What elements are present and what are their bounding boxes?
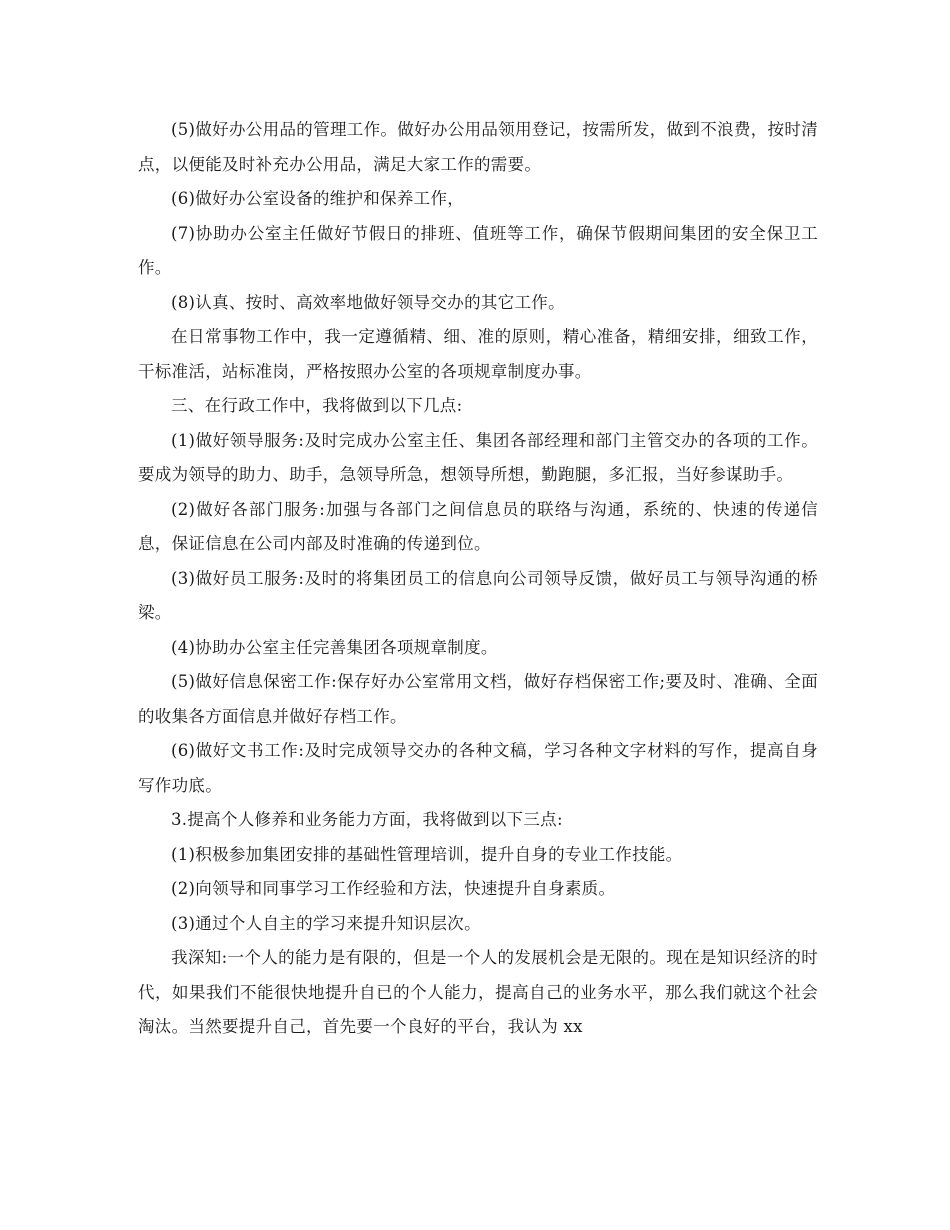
paragraph: (2)做好各部门服务:加强与各部门之间信息员的联络与沟通，系统的、快速的传递信息，保证信息在公司内部及时准确的传递到位。 — [138, 499, 818, 553]
section-heading: 三、在行政工作中，我将做到以下几点: — [171, 396, 463, 415]
paragraph: (8)认真、按时、高效率地做好领导交办的其它工作。 — [171, 292, 565, 312]
section-heading: 3.提高个人修养和业务能力方面，我将做到以下三点: — [171, 810, 563, 829]
paragraph: (6)做好办公室设备的维护和保养工作， — [171, 189, 465, 208]
paragraph: (2)向领导和同事学习工作经验和方法，快速提升自身素质。 — [171, 879, 616, 898]
paragraph: 我深知:一个人的能力是有限的，但是一个人的发展机会是无限的。现在是知识经济的时代，如果我们不能很快地提升自已的个人能力，提高自己的业务水平，那么我们就这个社会淘汰。当然要提升自己，首先要一个良好的平台，我认为 xx — [138, 948, 818, 1036]
paragraph: (3)通过个人自主的学习来提升知识层次。 — [171, 913, 481, 933]
paragraph: (4)协助办公室主任完善集团各项规章制度。 — [171, 637, 498, 657]
paragraph: (3)做好员工服务:及时的将集团员工的信息向公司领导反馈，做好员工与领导沟通的桥梁。 — [138, 568, 818, 622]
document-body — [138, 113, 818, 1045]
paragraph: (7)协助办公室主任做好节假日的排班、值班等工作，确保节假期间集团的安全保卫工作。 — [138, 223, 818, 277]
paragraph: (5)做好信息保密工作:保存好办公室常用文档，做好存档保密工作;要及时、准确、全面的收集各方面信息并做好存档工作。 — [138, 672, 818, 726]
paragraph: (6)做好文书工作:及时完成领导交办的各种文稿，学习各种文字材料的写作，提高自身写作功底。 — [138, 741, 818, 795]
paragraph: 在日常事物工作中，我一定遵循精、细、准的原则，精心准备，精细安排，细致工作，干标准活，站标准岗，严格按照办公室的各项规章制度办事。 — [138, 327, 818, 381]
paragraph: (1)做好领导服务:及时完成办公室主任、集团各部经理和部门主管交办的各项的工作。要成为领导的助力、助手，急领导所急，想领导所想，勤跑腿，多汇报，当好参谋助手。 — [138, 430, 818, 484]
paragraph: (5)做好办公用品的管理工作。做好办公用品领用登记，按需所发，做到不浪费，按时清点，以便能及时补充办公用品，满足大家工作的需要。 — [138, 120, 818, 174]
paragraph: (1)积极参加集团安排的基础性管理培训，提升自身的专业工作技能。 — [171, 844, 683, 864]
